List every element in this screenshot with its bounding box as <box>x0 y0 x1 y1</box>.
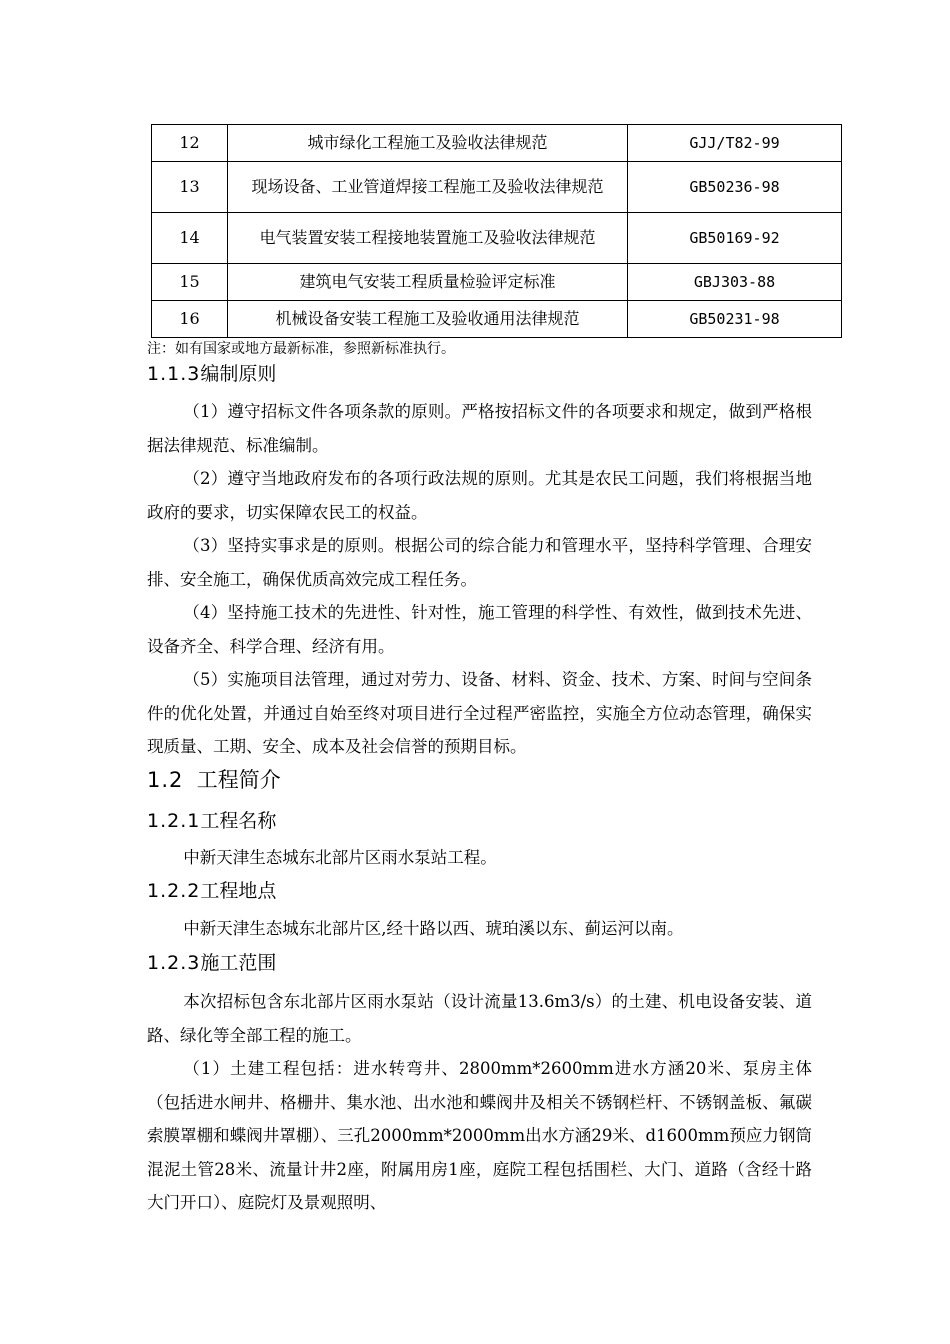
table-row <box>152 301 842 338</box>
heading-number: 1.2.2 <box>147 880 201 902</box>
standard-code: GB50236-98 <box>628 162 842 213</box>
heading-1-1-3 <box>147 361 276 387</box>
table-row <box>152 162 842 213</box>
principle-paragraph-3: （3）坚持实事求是的原则。根据公司的综合能力和管理水平，坚持科学管理、合理安排、安全施工，确保优质高效完成工程任务。 <box>147 536 812 589</box>
row-number: 15 <box>152 264 228 301</box>
standard-name: 机械设备安装工程施工及验收通用法律规范 <box>228 301 628 338</box>
table-row <box>152 264 842 301</box>
standards-table <box>151 124 842 338</box>
standard-code: GB50231-98 <box>628 301 842 338</box>
table-row <box>152 213 842 264</box>
heading-number: 1.2 <box>147 768 184 792</box>
standard-name: 建筑电气安装工程质量检验评定标准 <box>228 264 628 301</box>
standard-name: 现场设备、工业管道焊接工程施工及验收法律规范 <box>228 162 628 213</box>
principle-paragraph-1: （1）遵守招标文件各项条款的原则。严格按招标文件的各项要求和规定，做到严格根据法律规范、标准编制。 <box>147 402 812 455</box>
row-number: 13 <box>152 162 228 213</box>
heading-number: 1.2.1 <box>147 810 201 832</box>
scope-paragraph-1: 本次招标包含东北部片区雨水泵站（设计流量13.6m3/s）的土建、机电设备安装、道路、绿化等全部工程的施工。 <box>147 992 812 1045</box>
table-note: 注：如有国家或地方最新标准，参照新标准执行。 <box>147 341 455 357</box>
table-row <box>152 125 842 162</box>
heading-title: 编制原则 <box>200 363 277 385</box>
principle-paragraph-5: （5）实施项目法管理，通过对劳力、设备、材料、资金、技术、方案、时间与空间条件的优化处置，并通过自始至终对项目进行全过程严密监控，实施全方位动态管理，确保实现质量、工期、安全、成本及社会信誉的预期目标。 <box>147 670 812 756</box>
principle-paragraph-2: （2）遵守当地政府发布的各项行政法规的原则。尤其是农民工问题，我们将根据当地政府的要求，切实保障农民工的权益。 <box>147 469 812 522</box>
heading-1-2-2 <box>147 878 276 904</box>
heading-number: 1.2.3 <box>147 952 201 974</box>
standard-code: GJJ/T82-99 <box>628 125 842 162</box>
heading-title: 工程简介 <box>196 768 281 792</box>
standard-code: GB50169-92 <box>628 213 842 264</box>
standard-name: 城市绿化工程施工及验收法律规范 <box>228 125 628 162</box>
row-number: 16 <box>152 301 228 338</box>
heading-title: 工程地点 <box>200 880 277 902</box>
heading-title: 施工范围 <box>200 952 277 974</box>
standard-name: 电气装置安装工程接地装置施工及验收法律规范 <box>228 213 628 264</box>
project-name-paragraph: 中新天津生态城东北部片区雨水泵站工程。 <box>183 848 497 867</box>
principle-paragraph-4: （4）坚持施工技术的先进性、针对性，施工管理的科学性、有效性，做到技术先进、设备齐全、科学合理、经济有用。 <box>147 603 812 656</box>
row-number: 14 <box>152 213 228 264</box>
scope-paragraph-2: （1）土建工程包括：进水转弯井、2800mm*2600mm进水方涵20米、泵房主体（包括进水闸井、格栅井、集水池、出水池和蝶阀井及相关不锈钢栏杆、不锈钢盖板、氟碳索膜罩棚和蝶阀井罩棚）、三孔2000mm*2000mm出水方涵29米、d1600mm预应力钢筒混泥土管28米、流量计井2座，附属用房1座，庭院工程包括围栏、大门、道路（含经十路大门开口）、庭院灯及景观照明、 <box>147 1059 812 1212</box>
heading-number: 1.1.3 <box>147 363 201 385</box>
heading-1-2-1 <box>147 808 276 834</box>
row-number: 12 <box>152 125 228 162</box>
standard-code: GBJ303-88 <box>628 264 842 301</box>
heading-1-2-3 <box>147 950 276 976</box>
heading-title: 工程名称 <box>200 810 277 832</box>
project-location-paragraph: 中新天津生态城东北部片区,经十路以西、琥珀溪以东、蓟运河以南。 <box>183 919 684 938</box>
heading-1-2 <box>147 767 281 793</box>
